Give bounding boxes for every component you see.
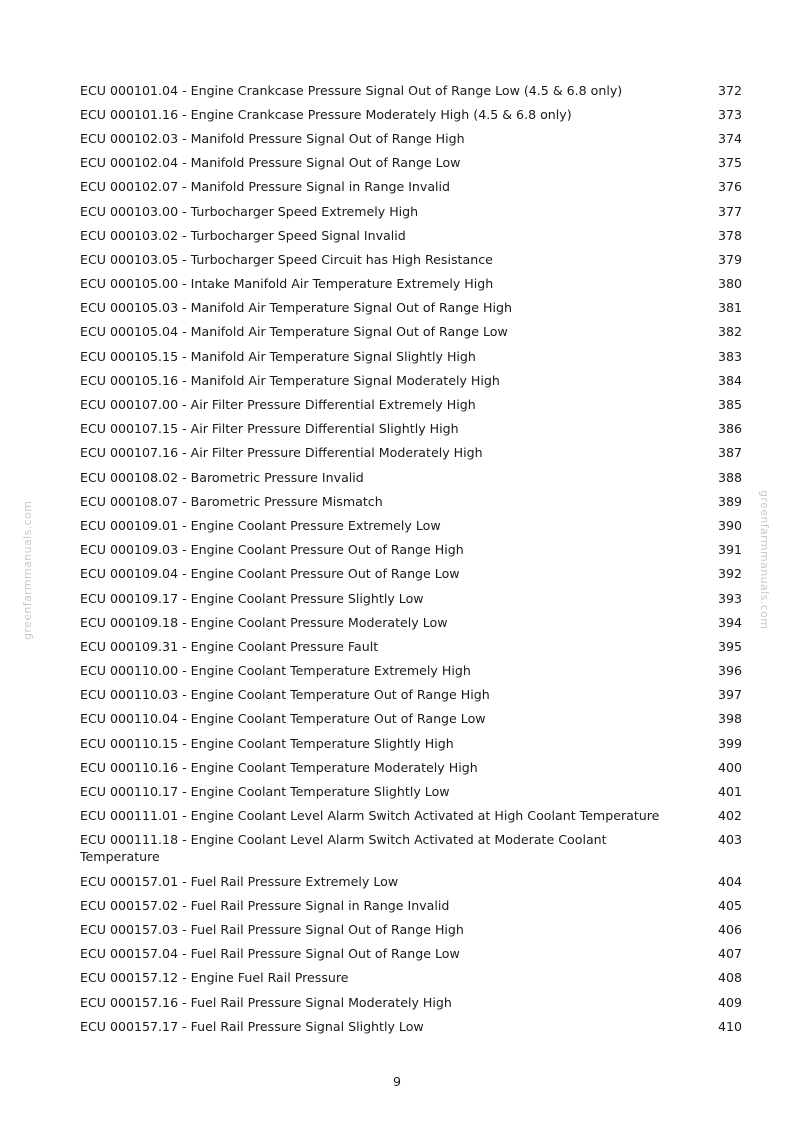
toc-entry-page: 403 bbox=[717, 832, 742, 848]
toc-entry[interactable] bbox=[80, 199, 742, 223]
toc-entry[interactable] bbox=[80, 102, 742, 126]
toc-entry-title: ECU 000110.16 - Engine Coolant Temperature Moderately High bbox=[80, 759, 478, 775]
toc-entry-title: ECU 000157.16 - Fuel Rail Pressure Signal Moderately High bbox=[80, 994, 452, 1010]
toc-entry-page: 379 bbox=[717, 251, 742, 267]
toc-entry[interactable] bbox=[80, 489, 742, 513]
toc-entry-page: 404 bbox=[717, 873, 742, 889]
toc-entry-title: ECU 000108.07 - Barometric Pressure Mismatch bbox=[80, 493, 383, 509]
toc-entry-title: ECU 000111.01 - Engine Coolant Level Alarm Switch Activated at High Coolant Temperature bbox=[80, 808, 660, 824]
toc-entry-page: 373 bbox=[717, 106, 742, 122]
toc-entry-title: ECU 000107.15 - Air Filter Pressure Differential Slightly High bbox=[80, 421, 459, 437]
toc-entry[interactable] bbox=[80, 828, 742, 869]
toc-entry-title: ECU 000103.00 - Turbocharger Speed Extremely High bbox=[80, 203, 419, 219]
toc-entry[interactable] bbox=[80, 247, 742, 271]
toc-entry[interactable] bbox=[80, 893, 742, 917]
toc-entry[interactable] bbox=[80, 175, 742, 199]
watermark-right: greenfarmmanuals.com bbox=[758, 490, 771, 630]
toc-entry-page: 385 bbox=[717, 397, 742, 413]
toc-entry-title: ECU 000157.01 - Fuel Rail Pressure Extremely Low bbox=[80, 873, 399, 889]
toc-entry-title: ECU 000109.31 - Engine Coolant Pressure Fault bbox=[80, 638, 379, 654]
toc-entry-title: ECU 000102.07 - Manifold Pressure Signal in Range Invalid bbox=[80, 179, 451, 195]
toc-entry[interactable] bbox=[80, 731, 742, 755]
toc-entry[interactable] bbox=[80, 223, 742, 247]
toc-entry-page: 387 bbox=[717, 445, 742, 461]
toc-entry[interactable] bbox=[80, 344, 742, 368]
toc-entry-title: ECU 000105.00 - Intake Manifold Air Temperature Extremely High bbox=[80, 276, 494, 292]
toc-entry[interactable] bbox=[80, 126, 742, 150]
toc-entry-title: ECU 000157.17 - Fuel Rail Pressure Signal Slightly Low bbox=[80, 1018, 424, 1034]
toc-entry-title: ECU 000108.02 - Barometric Pressure Invalid bbox=[80, 469, 364, 485]
toc-entry[interactable] bbox=[80, 465, 742, 489]
toc-entry[interactable] bbox=[80, 869, 742, 893]
toc-entry-title: ECU 000101.04 - Engine Crankcase Pressure Signal Out of Range Low (4.5 & 6.8 only) bbox=[80, 82, 623, 98]
table-of-contents bbox=[80, 78, 742, 1038]
toc-entry[interactable] bbox=[80, 392, 742, 416]
toc-entry-page: 378 bbox=[717, 227, 742, 243]
toc-entry-title: ECU 000101.16 - Engine Crankcase Pressure Moderately High (4.5 & 6.8 only) bbox=[80, 106, 572, 122]
toc-entry-page: 393 bbox=[717, 590, 742, 606]
toc-entry-title: ECU 000109.03 - Engine Coolant Pressure Out of Range High bbox=[80, 542, 464, 558]
toc-entry-page: 406 bbox=[717, 921, 742, 937]
toc-entry[interactable] bbox=[80, 917, 742, 941]
toc-entry-page: 386 bbox=[717, 421, 742, 437]
toc-entry-page: 401 bbox=[717, 784, 742, 800]
toc-entry-title: ECU 000103.02 - Turbocharger Speed Signal Invalid bbox=[80, 227, 406, 243]
toc-entry-page: 392 bbox=[717, 566, 742, 582]
toc-entry-title: ECU 000111.18 - Engine Coolant Level Alarm Switch Activated at Moderate Coolant Temperature bbox=[80, 832, 607, 865]
page-number: 9 bbox=[392, 1074, 401, 1089]
toc-entry-title: ECU 000107.00 - Air Filter Pressure Differential Extremely High bbox=[80, 397, 476, 413]
toc-entry-title: ECU 000109.17 - Engine Coolant Pressure Slightly Low bbox=[80, 590, 424, 606]
toc-entry-page: 399 bbox=[717, 735, 742, 751]
toc-entry[interactable] bbox=[80, 610, 742, 634]
toc-entry[interactable] bbox=[80, 683, 742, 707]
toc-entry-page: 410 bbox=[717, 1018, 742, 1034]
toc-entry-page: 390 bbox=[717, 517, 742, 533]
toc-entry-page: 376 bbox=[717, 179, 742, 195]
toc-entry[interactable] bbox=[80, 320, 742, 344]
toc-entry-title: ECU 000110.04 - Engine Coolant Temperature Out of Range Low bbox=[80, 711, 486, 727]
toc-entry-page: 400 bbox=[717, 759, 742, 775]
toc-entry-page: 388 bbox=[717, 469, 742, 485]
toc-entry[interactable] bbox=[80, 990, 742, 1014]
toc-entry[interactable] bbox=[80, 562, 742, 586]
toc-entry-page: 382 bbox=[717, 324, 742, 340]
toc-entry-page: 372 bbox=[717, 82, 742, 98]
toc-entry-page: 383 bbox=[717, 348, 742, 364]
toc-entry-page: 377 bbox=[717, 203, 742, 219]
toc-entry-page: 397 bbox=[717, 687, 742, 703]
watermark-left: greenfarmmanuals.com bbox=[21, 500, 34, 640]
toc-entry-page: 405 bbox=[717, 897, 742, 913]
toc-entry-title: ECU 000103.05 - Turbocharger Speed Circuit has High Resistance bbox=[80, 251, 493, 267]
toc-entry-page: 402 bbox=[717, 808, 742, 824]
toc-entry[interactable] bbox=[80, 1014, 742, 1038]
toc-entry-title: ECU 000109.18 - Engine Coolant Pressure Moderately Low bbox=[80, 614, 448, 630]
toc-entry-page: 391 bbox=[717, 542, 742, 558]
toc-entry-title: ECU 000110.17 - Engine Coolant Temperature Slightly Low bbox=[80, 784, 450, 800]
toc-entry-page: 409 bbox=[717, 994, 742, 1010]
toc-entry[interactable] bbox=[80, 707, 742, 731]
toc-entry[interactable] bbox=[80, 513, 742, 537]
toc-entry-title: ECU 000110.03 - Engine Coolant Temperature Out of Range High bbox=[80, 687, 490, 703]
toc-entry-page: 398 bbox=[717, 711, 742, 727]
toc-entry-page: 389 bbox=[717, 493, 742, 509]
toc-entry-title: ECU 000102.03 - Manifold Pressure Signal Out of Range High bbox=[80, 130, 465, 146]
toc-entry-page: 384 bbox=[717, 372, 742, 388]
toc-entry-title: ECU 000157.03 - Fuel Rail Pressure Signal Out of Range High bbox=[80, 921, 464, 937]
toc-entry-page: 394 bbox=[717, 614, 742, 630]
toc-entry-page: 396 bbox=[717, 663, 742, 679]
toc-entry-page: 407 bbox=[717, 946, 742, 962]
toc-entry[interactable] bbox=[80, 659, 742, 683]
toc-entry[interactable] bbox=[80, 942, 742, 966]
toc-entry[interactable] bbox=[80, 441, 742, 465]
toc-entry-title: ECU 000105.04 - Manifold Air Temperature Signal Out of Range Low bbox=[80, 324, 508, 340]
toc-entry-title: ECU 000102.04 - Manifold Pressure Signal Out of Range Low bbox=[80, 155, 461, 171]
toc-entry-title: ECU 000105.03 - Manifold Air Temperature Signal Out of Range High bbox=[80, 300, 512, 316]
toc-entry[interactable] bbox=[80, 78, 742, 102]
toc-entry[interactable] bbox=[80, 634, 742, 658]
toc-entry-title: ECU 000110.00 - Engine Coolant Temperature Extremely High bbox=[80, 663, 471, 679]
toc-entry-title: ECU 000157.04 - Fuel Rail Pressure Signal Out of Range Low bbox=[80, 946, 460, 962]
toc-entry-title: ECU 000107.16 - Air Filter Pressure Differential Moderately High bbox=[80, 445, 483, 461]
toc-entry-page: 381 bbox=[717, 300, 742, 316]
toc-entry[interactable] bbox=[80, 417, 742, 441]
toc-entry[interactable] bbox=[80, 296, 742, 320]
toc-entry-page: 375 bbox=[717, 155, 742, 171]
toc-entry[interactable] bbox=[80, 804, 742, 828]
toc-entry-title: ECU 000105.16 - Manifold Air Temperature Signal Moderately High bbox=[80, 372, 500, 388]
toc-entry[interactable] bbox=[80, 368, 742, 392]
toc-entry[interactable] bbox=[80, 966, 742, 990]
toc-entry[interactable] bbox=[80, 151, 742, 175]
toc-entry[interactable] bbox=[80, 538, 742, 562]
toc-entry[interactable] bbox=[80, 779, 742, 803]
toc-entry-page: 380 bbox=[717, 276, 742, 292]
toc-entry-page: 395 bbox=[717, 638, 742, 654]
toc-entry[interactable] bbox=[80, 755, 742, 779]
toc-entry-page: 374 bbox=[717, 130, 742, 146]
toc-entry-title: ECU 000110.15 - Engine Coolant Temperature Slightly High bbox=[80, 735, 454, 751]
toc-entry-title: ECU 000105.15 - Manifold Air Temperature Signal Slightly High bbox=[80, 348, 476, 364]
toc-entry-title: ECU 000157.12 - Engine Fuel Rail Pressure bbox=[80, 970, 349, 986]
toc-entry-title: ECU 000109.04 - Engine Coolant Pressure Out of Range Low bbox=[80, 566, 460, 582]
toc-entry-title: ECU 000109.01 - Engine Coolant Pressure Extremely Low bbox=[80, 517, 441, 533]
toc-entry-title: ECU 000157.02 - Fuel Rail Pressure Signal in Range Invalid bbox=[80, 897, 450, 913]
toc-entry-page: 408 bbox=[717, 970, 742, 986]
toc-entry[interactable] bbox=[80, 586, 742, 610]
toc-entry[interactable] bbox=[80, 272, 742, 296]
